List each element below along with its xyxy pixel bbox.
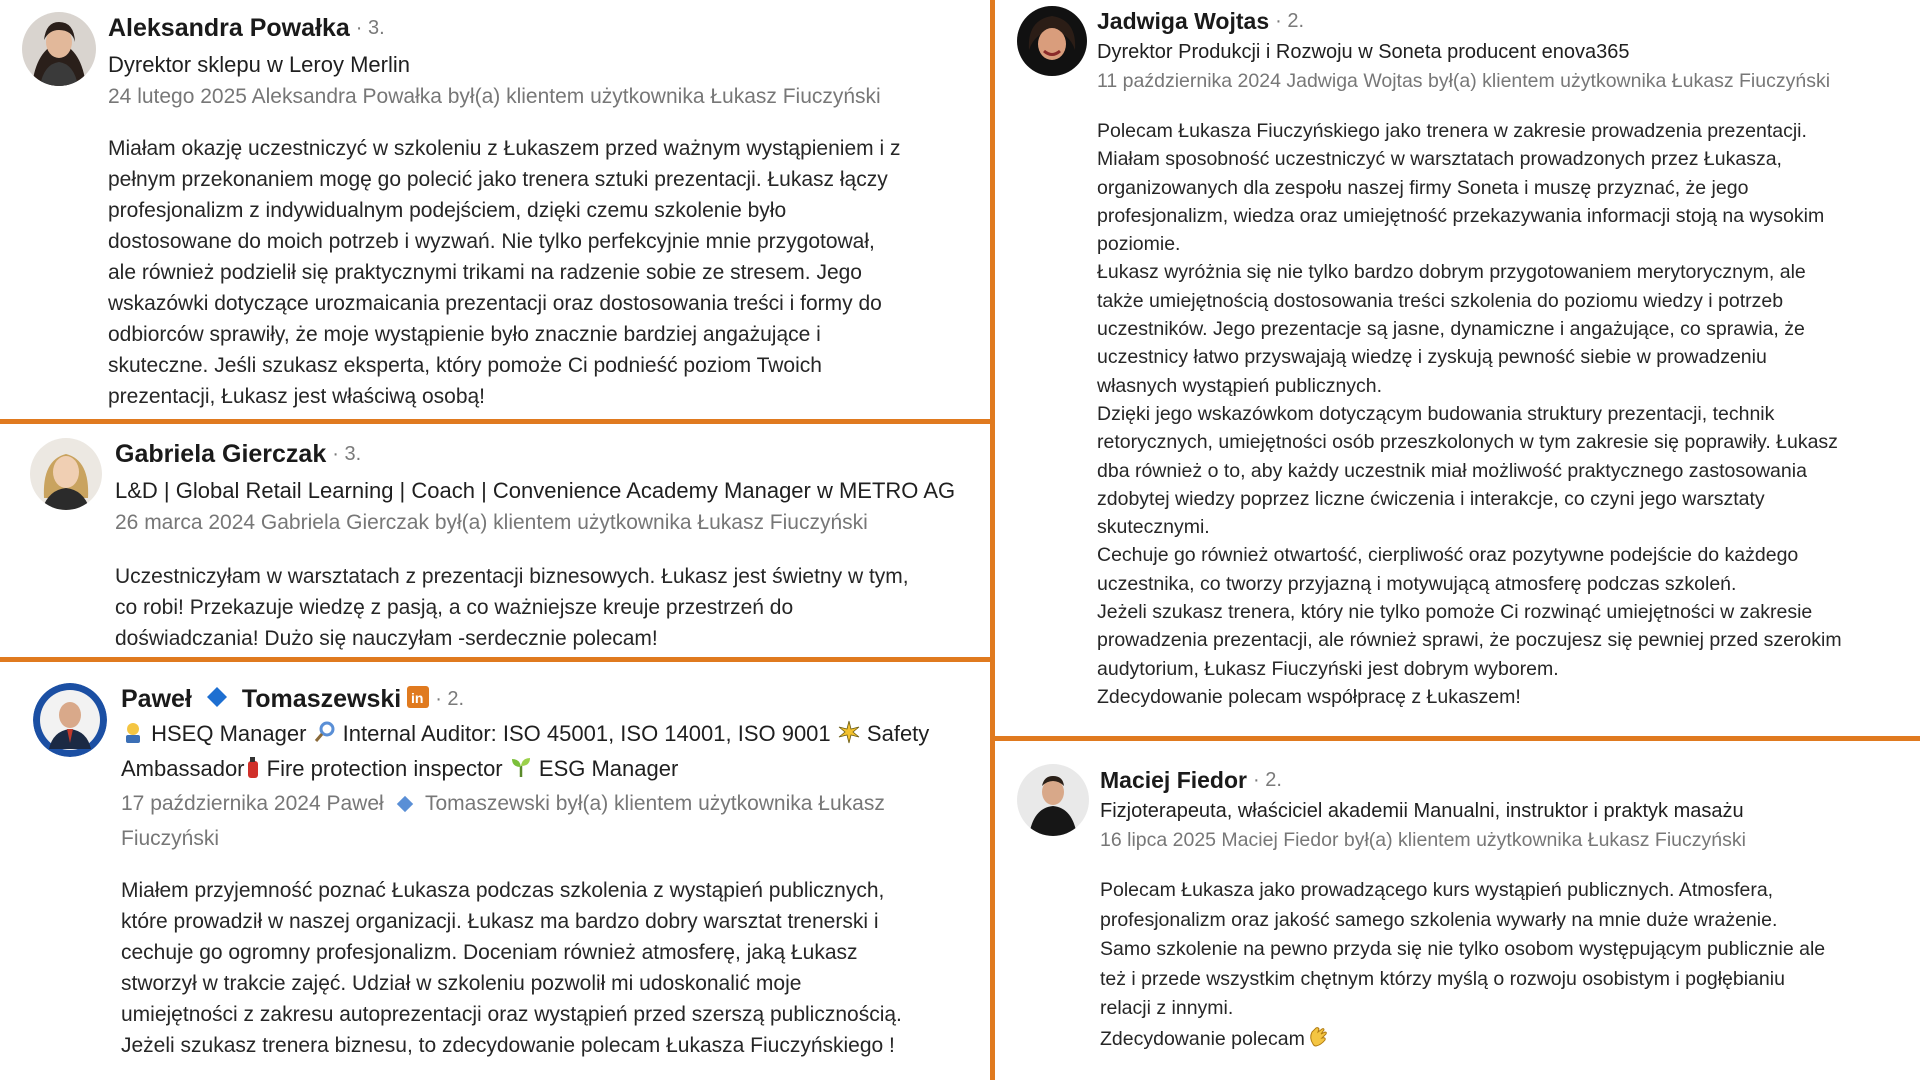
svg-text:in: in <box>411 690 424 706</box>
connection-degree: · 2. <box>1275 10 1305 32</box>
blue-diamond-icon <box>396 791 414 823</box>
member-headline-line2: Ambassador Fire protection inspector ESG Manager <box>121 753 981 788</box>
member-headline: L&D | Global Retail Learning | Coach | Convenience Academy Manager w METRO AG <box>115 478 956 503</box>
connection-degree: · 3. <box>355 17 385 39</box>
member-name[interactable]: Jadwiga Wojtas <box>1097 8 1270 34</box>
horizontal-divider-2 <box>0 657 992 662</box>
member-headline: Fizjoterapeuta, właściciel akademii Manualni, instruktor i praktyk masażu <box>1100 800 1744 822</box>
card-aleksandra <box>108 14 968 412</box>
card-pawel <box>121 685 981 1061</box>
linkedin-icon <box>407 686 429 713</box>
worker-icon <box>121 720 145 753</box>
clapping-hands-icon <box>1307 1024 1331 1058</box>
connection-degree: · 2. <box>435 688 465 710</box>
avatar-jadwiga[interactable] <box>1017 6 1087 76</box>
member-name-first[interactable]: Paweł <box>121 685 192 713</box>
magnifier-icon <box>313 720 337 753</box>
card-maciej <box>1100 767 1910 1057</box>
recommendation-text: Miałam okazję uczestniczyć w szkoleniu z Łukaszem przed ważnym wystąpieniem i z pełnym przekonaniem mogę go polecić jako trenera sztuki prezentacji. Łukasz łączy profesjonalizm z indywidualnym podejściem, dzięki czemu szkolenie było dostosowane do moich potrzeb i wyzwań. Nie tylko perfekcyjnie mnie przygotował, ale również podzielił się praktycznymi trikami na radzenie sobie ze stresem. Jego wskazówki dotyczące urozmaicania prezentacji oraz dostosowania treści i formy do odbiorców sprawiły, że moje wystąpienie było znacznie bardziej angażujące i skuteczne. Jeśli szukasz eksperta, który pomoże Ci podnieść poziom Twoich prezentacji, Łukasz jest właściwą osobą! <box>108 137 901 408</box>
blue-diamond-icon <box>206 686 228 713</box>
card-gabriela <box>115 440 975 654</box>
horizontal-divider-3 <box>993 736 1920 741</box>
recommendation-meta: 16 lipca 2025 Maciej Fiedor był(a) klientem użytkownika Łukasz Fiuczyński <box>1100 829 1746 851</box>
avatar-pawel[interactable] <box>33 683 107 757</box>
recommendation-text: Uczestniczyłam w warsztatach z prezentacji biznesowych. Łukasz jest świetny w tym, co robi! Przekazuje wiedzę z pasją, a co ważniejsze kreuje przestrzeń do doświadczania! Dużo się nauczyłam -serdecznie polecam! <box>115 565 909 650</box>
recommendation-meta: 26 marca 2024 Gabriela Gierczak był(a) klientem użytkownika Łukasz Fiuczyński <box>115 511 868 534</box>
recommendation-meta-line2: Fiuczyński <box>121 827 220 850</box>
member-headline: Dyrektor sklepu w Leroy Merlin <box>108 52 410 77</box>
member-name[interactable]: Maciej Fiedor <box>1100 767 1247 793</box>
recommendation-text: Miałem przyjemność poznać Łukasza podczas szkolenia z wystąpień publicznych, które prowadził w naszej organizacji. Łukasz ma bardzo dobry warsztat trenerski i cechuje go ogromny profesjonalizm. Doceniam również atmosferę, jaką Łukasz stworzył w trakcie zajęć. Udział w szkoleniu pozwolił mi udoskonalić moje umiejętności z zakresu autoprezentacji oraz wystąpień przed szerszą publicznością. Jeżeli szukasz trenera biznesu, to zdecydowanie polecam Łukasza Fiuczyńskiego ! <box>121 879 902 1057</box>
recommendation-meta: 11 października 2024 Jadwiga Wojtas był(a) klientem użytkownika Łukasz Fiuczyński <box>1097 70 1831 92</box>
member-name[interactable]: Gabriela Gierczak <box>115 440 327 468</box>
member-headline: Dyrektor Produkcji i Rozwoju w Soneta producent enova365 <box>1097 41 1630 63</box>
sparkle-icon <box>837 720 861 753</box>
seedling-icon <box>509 755 533 788</box>
connection-degree: · 2. <box>1252 769 1282 791</box>
card-jadwiga <box>1097 8 1907 711</box>
recommendation-meta: 24 lutego 2025 Aleksandra Powałka był(a) klientem użytkownika Łukasz Fiuczyński <box>108 85 881 108</box>
recommendation-meta: 17 października 2024 Paweł Tomaszewski był(a) klientem użytkownika Łukasz <box>121 788 981 823</box>
fire-extinguisher-icon <box>245 755 261 788</box>
horizontal-divider-1 <box>0 419 992 424</box>
vertical-divider <box>990 0 995 1080</box>
member-name[interactable]: Aleksandra Powałka <box>108 14 350 42</box>
connection-degree: · 3. <box>332 443 362 465</box>
recommendation-text: Polecam Łukasza Fiuczyńskiego jako trenera w zakresie prowadzenia prezentacji. Miałam sposobność uczestniczyć w warsztatach prowadzonych przez Łukasza, organizowanych dla zespołu naszej firmy Soneta i muszę przyznać, że jego profesjonalizm, wiedza oraz umiejętność przekazywania informacji stoją na wysokim poziomie. Łukasz wyróżnia się nie tylko bardzo dobrym przygotowaniem merytorycznym, ale także umiejętnością dostosowania treści szkolenia do poziomu wiedzy i potrzeb uczestników. Jego prezentacje są jasne, dynamiczne i angażujące, co sprawia, że uczestnicy łatwo przyswajają wiedzę i zyskują pewność siebie w prowadzeniu własnych wystąpień publicznych. Dzięki jego wskazówkom dotyczącym budowania struktury prezentacji, technik retorycznych, umiejętności osób przeszkolonych w tym zakresie się poprawiły. Łukasz dba również o to, aby każdy uczestnik miał możliwość praktycznego zastosowania zdobytej wiedzy poprzez liczne ćwiczenia i interakcje, co czyni jego warsztaty skutecznymi. Cechuje go również otwartość, cierpliwość oraz pozytywne podejście do każdego uczestnika, co tworzy przyjazną i motywującą atmosferę podczas szkoleń. Jeżeli szukasz trenera, który nie tylko pomoże Ci rozwinąć umiejętności w zakresie prowadzenia prezentacji, ale również sprawi, że poczujesz się pewniej przed szerokim audytorium, Łukasz Fiuczyński jest dobrym wyborem. Zdecydowanie polecam współpracę z Łukaszem! <box>1097 120 1842 708</box>
member-headline: HSEQ Manager Internal Auditor: ISO 45001, ISO 14001, ISO 9001 Safety <box>121 718 981 753</box>
member-name-last[interactable]: Tomaszewski <box>241 685 402 713</box>
avatar-gabriela[interactable] <box>30 438 102 510</box>
avatar-aleksandra[interactable] <box>22 12 96 86</box>
recommendation-text: Polecam Łukasza jako prowadzącego kurs wystąpień publicznych. Atmosfera, profesjonalizm oraz jakość samego szkolenia wywarły na mnie duże wrażenie. Samo szkolenie na pewno przyda się nie tylko osobom występującym publicznie ale też i przede wszystkim chętnym którzy myślą o rozwoju osobistym i pogłębianiu relacji z innymi. Zdecydowanie polecam <box>1100 876 1910 1057</box>
avatar-maciej[interactable] <box>1017 764 1089 836</box>
